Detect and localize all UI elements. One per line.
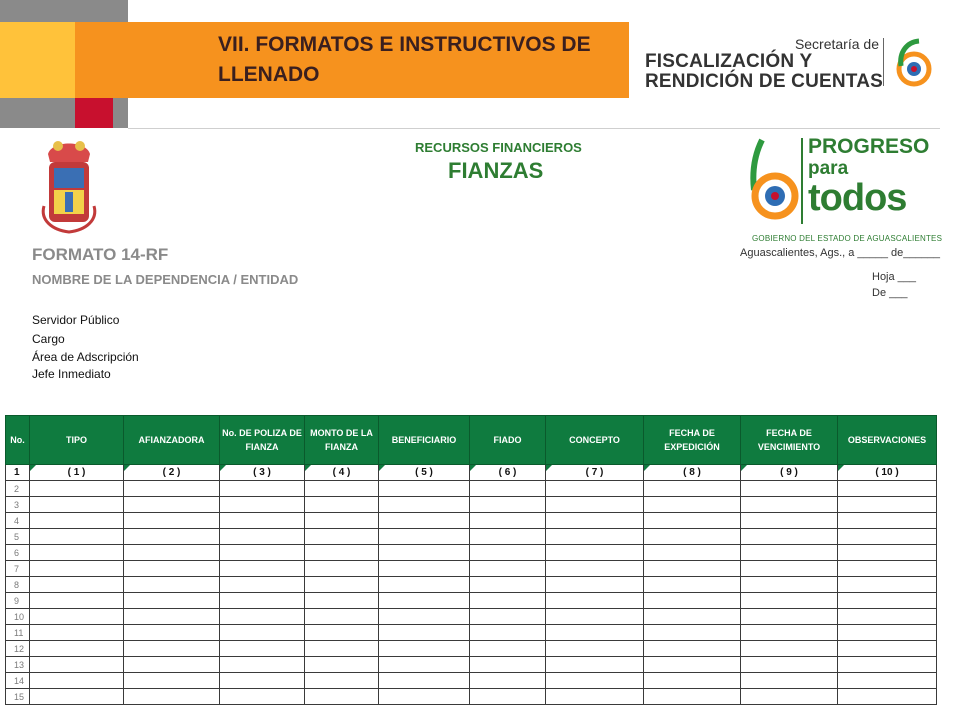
row-number: 10 <box>6 609 30 625</box>
table-cell[interactable] <box>546 641 644 657</box>
form-title: FIANZAS <box>448 158 544 183</box>
table-cell[interactable] <box>379 561 470 577</box>
row-number: 13 <box>6 657 30 673</box>
table-cell[interactable] <box>741 657 838 673</box>
column-header: FECHA DE EXPEDICIÓN <box>644 416 741 465</box>
table-cell[interactable] <box>470 529 546 545</box>
table-cell[interactable] <box>305 625 379 641</box>
table-cell[interactable] <box>30 545 124 561</box>
table-cell[interactable] <box>644 529 741 545</box>
progreso-logo-line2: para <box>808 158 849 179</box>
table-cell[interactable] <box>305 689 379 705</box>
table-cell[interactable] <box>546 673 644 689</box>
table-cell[interactable] <box>546 529 644 545</box>
table-row <box>6 673 937 689</box>
table-cell[interactable] <box>470 673 546 689</box>
fianzas-table <box>5 415 937 705</box>
table-cell[interactable] <box>220 689 305 705</box>
progreso-logo-line3: todos <box>808 177 907 219</box>
table-cell[interactable] <box>220 481 305 497</box>
row-number: 2 <box>6 481 30 497</box>
place-date-field: Aguascalientes, Ags., a _____ de______ <box>740 247 940 259</box>
table-cell[interactable] <box>741 593 838 609</box>
table-cell[interactable] <box>220 625 305 641</box>
progreso-logo-separator <box>801 138 803 224</box>
table-cell[interactable] <box>546 513 644 529</box>
column-header: TIPO <box>30 416 124 465</box>
government-label: GOBIERNO DEL ESTADO DE AGUASCALIENTES <box>752 234 943 243</box>
table-cell[interactable] <box>470 481 546 497</box>
hoja-field: Hoja ___ <box>872 271 917 283</box>
table-cell[interactable] <box>305 529 379 545</box>
row-number: 15 <box>6 689 30 705</box>
table-cell[interactable] <box>124 641 220 657</box>
table-cell[interactable] <box>379 625 470 641</box>
table-cell[interactable] <box>30 641 124 657</box>
field-jefe-inmediato: Jefe Inmediato <box>32 367 111 381</box>
row-number: 7 <box>6 561 30 577</box>
table-cell[interactable] <box>546 689 644 705</box>
table-cell[interactable] <box>470 657 546 673</box>
table-cell[interactable] <box>838 561 937 577</box>
table-row <box>6 529 937 545</box>
six-emblem-icon <box>891 38 937 88</box>
table-cell[interactable] <box>546 577 644 593</box>
column-header: FIADO <box>470 416 546 465</box>
table-cell[interactable] <box>741 625 838 641</box>
table-cell[interactable] <box>838 529 937 545</box>
table-cell[interactable] <box>124 625 220 641</box>
table-cell[interactable] <box>470 513 546 529</box>
table-cell[interactable] <box>30 673 124 689</box>
table-cell[interactable] <box>220 497 305 513</box>
row-number: 11 <box>6 625 30 641</box>
table-cell[interactable] <box>644 561 741 577</box>
table-cell[interactable] <box>644 497 741 513</box>
column-header: MONTO DE LA FIANZA <box>305 416 379 465</box>
column-header: No. DE POLIZA DE FIANZA <box>220 416 305 465</box>
table-cell[interactable] <box>546 561 644 577</box>
column-header: No. <box>6 416 30 465</box>
table-cell[interactable] <box>220 673 305 689</box>
table-cell[interactable] <box>124 593 220 609</box>
table-row <box>6 657 937 673</box>
table-cell[interactable] <box>741 673 838 689</box>
table-cell[interactable] <box>305 513 379 529</box>
table-row <box>6 465 937 481</box>
table-cell[interactable] <box>644 513 741 529</box>
table-row <box>6 593 937 609</box>
table-cell[interactable] <box>546 593 644 609</box>
table-cell[interactable] <box>470 641 546 657</box>
progreso-logo-line1: PROGRESO <box>808 135 930 158</box>
table-row <box>6 481 937 497</box>
table-cell[interactable] <box>124 513 220 529</box>
table-cell[interactable] <box>470 625 546 641</box>
table-cell[interactable] <box>546 481 644 497</box>
reference-cell[interactable]: ( 2 ) <box>124 465 220 481</box>
table-cell[interactable] <box>30 481 124 497</box>
reference-cell[interactable]: ( 6 ) <box>470 465 546 481</box>
slide-title: VII. FORMATOS E INSTRUCTIVOS DE LLENADO <box>218 33 591 86</box>
table-cell[interactable] <box>220 561 305 577</box>
reference-cell[interactable]: ( 5 ) <box>379 465 470 481</box>
table-row <box>6 689 937 705</box>
table-cell[interactable] <box>124 481 220 497</box>
table-cell[interactable] <box>305 593 379 609</box>
row-number: 4 <box>6 513 30 529</box>
column-header: CONCEPTO <box>546 416 644 465</box>
de-field: De ___ <box>872 287 908 299</box>
table-cell[interactable] <box>379 481 470 497</box>
form-code: FORMATO 14-RF <box>32 245 169 264</box>
table-cell[interactable] <box>305 481 379 497</box>
table-cell[interactable] <box>546 657 644 673</box>
table-cell[interactable] <box>379 529 470 545</box>
table-cell[interactable] <box>379 577 470 593</box>
table-cell[interactable] <box>838 545 937 561</box>
table-cell[interactable] <box>838 577 937 593</box>
table-row <box>6 609 937 625</box>
table-row <box>6 641 937 657</box>
sfrc-logo <box>645 36 945 94</box>
table-cell[interactable] <box>546 625 644 641</box>
table-cell[interactable] <box>124 529 220 545</box>
table-cell[interactable] <box>741 609 838 625</box>
table-header-row <box>6 416 937 465</box>
table-cell[interactable] <box>379 689 470 705</box>
table-cell[interactable] <box>124 689 220 705</box>
table-cell[interactable] <box>124 561 220 577</box>
table-cell[interactable] <box>305 545 379 561</box>
table-cell[interactable] <box>838 497 937 513</box>
table-cell[interactable] <box>30 529 124 545</box>
decor-gray-block-strip <box>113 98 128 128</box>
sfrc-logo-line3: RENDICIÓN DE CUENTAS <box>645 71 883 92</box>
table-cell[interactable] <box>379 673 470 689</box>
table-cell[interactable] <box>838 657 937 673</box>
progreso-emblem-icon <box>748 132 802 228</box>
table-row <box>6 513 937 529</box>
table-cell[interactable] <box>220 593 305 609</box>
row-number: 14 <box>6 673 30 689</box>
table-cell[interactable] <box>124 673 220 689</box>
table-cell[interactable] <box>644 625 741 641</box>
table-cell[interactable] <box>30 577 124 593</box>
reference-cell[interactable]: ( 1 ) <box>30 465 124 481</box>
table-cell[interactable] <box>644 593 741 609</box>
table-cell[interactable] <box>220 577 305 593</box>
sfrc-logo-line2: FISCALIZACIÓN Y <box>645 51 813 72</box>
table-cell[interactable] <box>470 497 546 513</box>
table-cell[interactable] <box>838 673 937 689</box>
table-cell[interactable] <box>470 577 546 593</box>
table-cell[interactable] <box>741 497 838 513</box>
table-cell[interactable] <box>546 609 644 625</box>
row-number: 5 <box>6 529 30 545</box>
table-cell[interactable] <box>741 577 838 593</box>
table-cell[interactable] <box>30 593 124 609</box>
table-row <box>6 561 937 577</box>
table-cell[interactable] <box>644 545 741 561</box>
column-header: FECHA DE VENCIMIENTO <box>741 416 838 465</box>
row-number: 12 <box>6 641 30 657</box>
sfrc-logo-line1: Secretaría de <box>794 36 879 52</box>
row-number: 1 <box>6 465 30 481</box>
table-cell[interactable] <box>644 577 741 593</box>
reference-cell[interactable]: ( 3 ) <box>220 465 305 481</box>
row-number: 6 <box>6 545 30 561</box>
table-cell[interactable] <box>838 625 937 641</box>
table-cell[interactable] <box>30 513 124 529</box>
table-cell[interactable] <box>644 609 741 625</box>
field-cargo: Cargo <box>32 332 65 346</box>
table-cell[interactable] <box>838 481 937 497</box>
table-cell[interactable] <box>741 513 838 529</box>
table-cell[interactable] <box>838 609 937 625</box>
form-section-label: RECURSOS FINANCIEROS <box>415 140 582 155</box>
decor-gray-block-top <box>0 0 128 22</box>
header-divider <box>128 128 940 129</box>
table-cell[interactable] <box>220 545 305 561</box>
column-header: AFIANZADORA <box>124 416 220 465</box>
table-cell[interactable] <box>379 497 470 513</box>
table-cell[interactable] <box>470 545 546 561</box>
table-cell[interactable] <box>741 641 838 657</box>
field-area-adscripcion: Área de Adscripción <box>32 350 139 364</box>
reference-cell[interactable]: ( 7 ) <box>546 465 644 481</box>
table-cell[interactable] <box>379 657 470 673</box>
table-cell[interactable] <box>305 657 379 673</box>
table-cell[interactable] <box>305 609 379 625</box>
table-cell[interactable] <box>124 609 220 625</box>
table-cell[interactable] <box>305 577 379 593</box>
table-cell[interactable] <box>741 529 838 545</box>
table-cell[interactable] <box>305 673 379 689</box>
table-cell[interactable] <box>644 657 741 673</box>
table-cell[interactable] <box>379 609 470 625</box>
table-cell[interactable] <box>470 593 546 609</box>
table-cell[interactable] <box>644 673 741 689</box>
table-row <box>6 577 937 593</box>
table-cell[interactable] <box>838 593 937 609</box>
table-cell[interactable] <box>124 545 220 561</box>
row-number: 3 <box>6 497 30 513</box>
table-cell[interactable] <box>124 577 220 593</box>
sfrc-logo-separator <box>883 38 884 86</box>
table-cell[interactable] <box>30 689 124 705</box>
table-cell[interactable] <box>470 561 546 577</box>
dependency-label: NOMBRE DE LA DEPENDENCIA / ENTIDAD <box>32 272 299 287</box>
table-cell[interactable] <box>220 641 305 657</box>
decor-red-block <box>75 98 113 128</box>
table-row <box>6 545 937 561</box>
table-cell[interactable] <box>30 657 124 673</box>
table-cell[interactable] <box>30 609 124 625</box>
coat-of-arms-icon <box>38 136 100 236</box>
table-cell[interactable] <box>220 529 305 545</box>
table-cell[interactable] <box>30 497 124 513</box>
reference-cell[interactable]: ( 9 ) <box>741 465 838 481</box>
table-cell[interactable] <box>644 641 741 657</box>
table-cell[interactable] <box>305 561 379 577</box>
table-cell[interactable] <box>124 657 220 673</box>
column-header: BENEFICIARIO <box>379 416 470 465</box>
table-cell[interactable] <box>741 481 838 497</box>
table-cell[interactable] <box>470 689 546 705</box>
table-cell[interactable] <box>30 561 124 577</box>
table-row <box>6 625 937 641</box>
table-cell[interactable] <box>305 497 379 513</box>
table-cell[interactable] <box>644 481 741 497</box>
table-row <box>6 497 937 513</box>
row-number: 8 <box>6 577 30 593</box>
table-cell[interactable] <box>220 657 305 673</box>
reference-cell[interactable]: ( 8 ) <box>644 465 741 481</box>
table-cell[interactable] <box>220 513 305 529</box>
row-number: 9 <box>6 593 30 609</box>
table-cell[interactable] <box>379 513 470 529</box>
table-cell[interactable] <box>838 689 937 705</box>
decor-gray-block-bottom <box>0 98 75 128</box>
table-cell[interactable] <box>124 497 220 513</box>
table-cell[interactable] <box>644 689 741 705</box>
reference-cell[interactable]: ( 4 ) <box>305 465 379 481</box>
table-cell[interactable] <box>220 609 305 625</box>
field-servidor-publico: Servidor Público <box>32 313 120 327</box>
table-cell[interactable] <box>546 545 644 561</box>
table-cell[interactable] <box>305 641 379 657</box>
table-cell[interactable] <box>470 609 546 625</box>
column-header: OBSERVACIONES <box>838 416 937 465</box>
table-cell[interactable] <box>741 561 838 577</box>
table-cell[interactable] <box>30 625 124 641</box>
table-cell[interactable] <box>379 641 470 657</box>
table-cell[interactable] <box>838 513 937 529</box>
table-cell[interactable] <box>741 689 838 705</box>
table-cell[interactable] <box>741 545 838 561</box>
reference-cell[interactable]: ( 10 ) <box>838 465 937 481</box>
table-cell[interactable] <box>838 641 937 657</box>
table-cell[interactable] <box>546 497 644 513</box>
table-cell[interactable] <box>379 593 470 609</box>
table-cell[interactable] <box>379 545 470 561</box>
decor-yellow-block <box>0 22 75 98</box>
